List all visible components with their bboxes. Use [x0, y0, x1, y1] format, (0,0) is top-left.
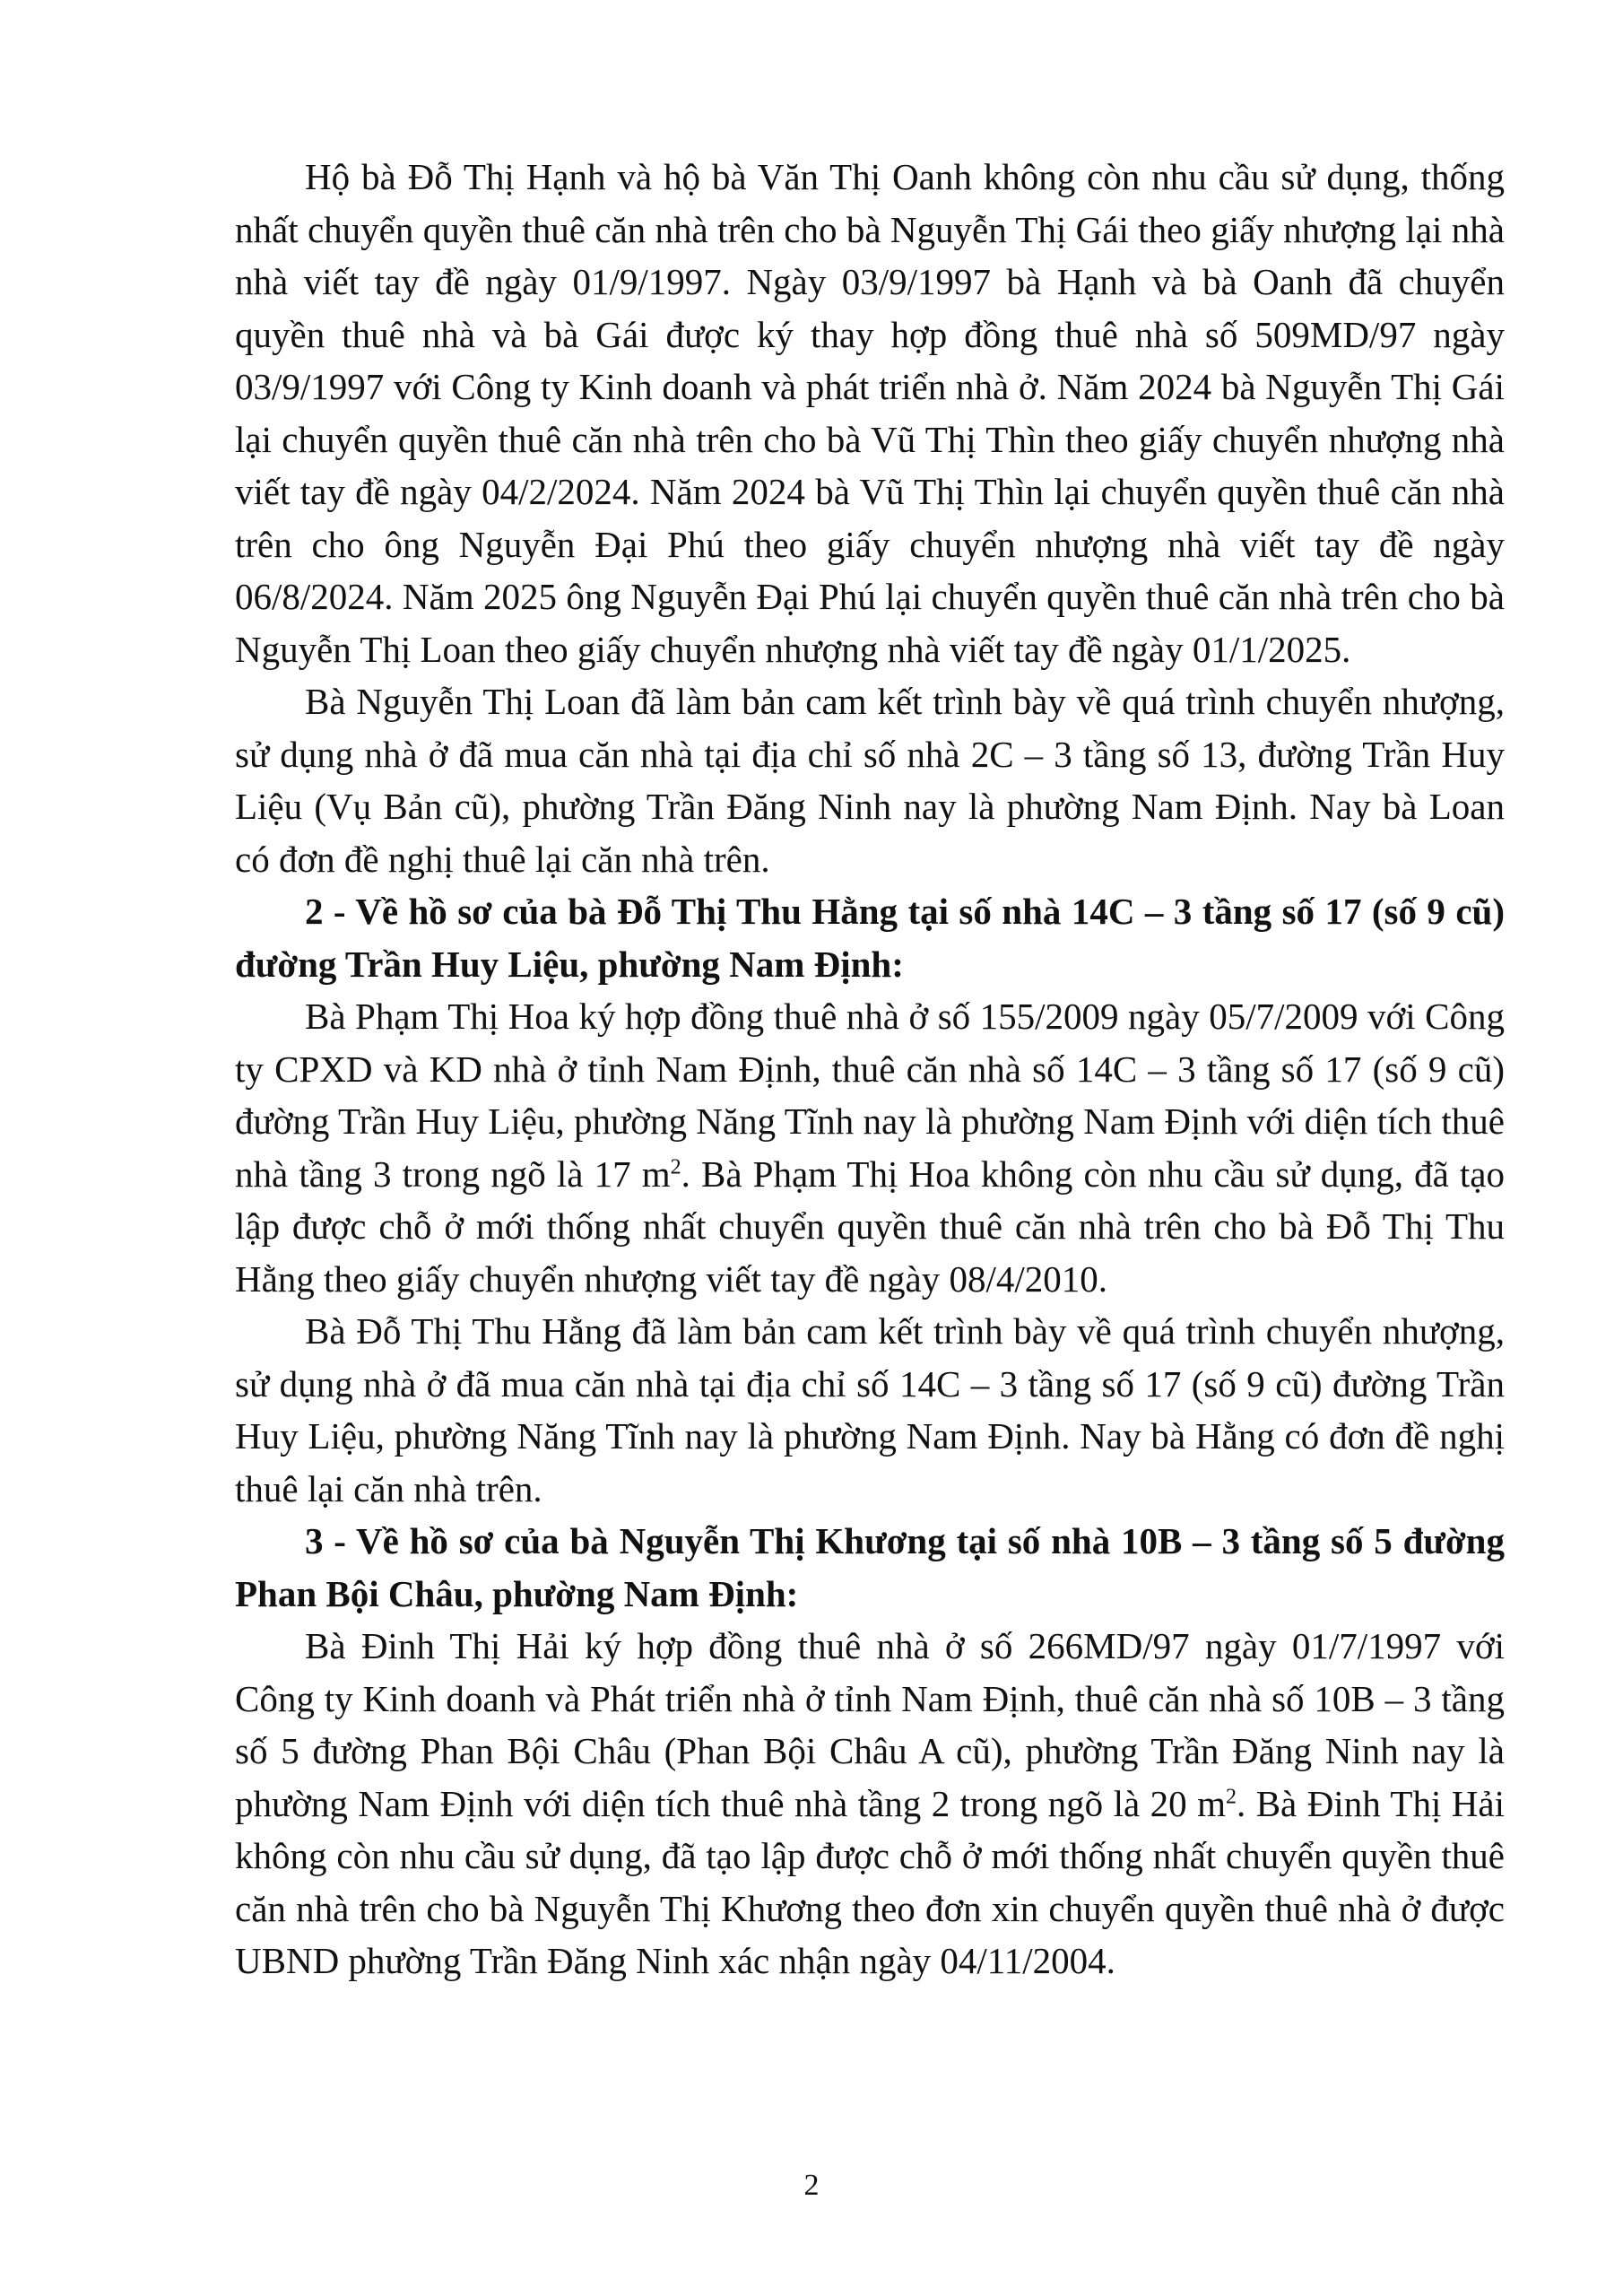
paragraph-text: Bà Đinh Thị Hải ký hợp đồng thuê nhà ở số 266MD/97 ngày 01/7/1997 với Công ty Kinh doanh và Phát triển nhà ở tỉnh Nam Định, thuê căn nhà số 10B – 3 tầng số 5 đường Phan Bội Châu (Phan Bội Châu A cũ), phường Trần Đăng Ninh nay là phường Nam Định với diện tích thuê nhà tầng 2 trong ngõ là 20 m [235, 1625, 1505, 1824]
paragraph-text: Bà Đỗ Thị Thu Hằng đã làm bản cam kết trình bày về quá trình chuyển nhượng, sử dụng nhà ở đã mua căn nhà tại địa chỉ số 14C – 3 tầng số 17 (số 9 cũ) đường Trần Huy Liệu, phường Năng Tĩnh nay là phường Nam Định. Nay bà Hằng có đơn đề nghị thuê lại căn nhà trên. [235, 1310, 1505, 1509]
section-heading-text: 2 - Về hồ sơ của bà Đỗ Thị Thu Hằng tại số nhà 14C – 3 tầng số 17 (số 9 cũ) đường Trần Huy Liệu, phường Nam Định: [235, 891, 1505, 985]
paragraph [235, 1620, 1505, 1987]
paragraph-text: Bà Phạm Thị Hoa ký hợp đồng thuê nhà ở số 155/2009 ngày 05/7/2009 với Công ty CPXD và KD nhà ở tỉnh Nam Định, thuê căn nhà số 14C – 3 tầng số 17 (số 9 cũ) đường Trần Huy Liệu, phường Năng Tĩnh nay là phường Nam Định với diện tích thuê nhà tầng 3 trong ngõ là 17 m [235, 996, 1505, 1195]
paragraph-text: Hộ bà Đỗ Thị Hạnh và hộ bà Văn Thị Oanh không còn nhu cầu sử dụng, thống nhất chuyển quyền thuê căn nhà trên cho bà Nguyễn Thị Gái theo giấy nhượng lại nhà nhà viết tay đề ngày 01/9/1997. Ngày 03/9/1997 bà Hạnh và bà Oanh đã chuyển quyền thuê nhà và bà Gái được ký thay hợp đồng thuê nhà số 509MD/97 ngày 03/9/1997 với Công ty Kinh doanh và phát triển nhà ở. Năm 2024 bà Nguyễn Thị Gái lại chuyển quyền thuê căn nhà trên cho bà Vũ Thị Thìn theo giấy chuyển nhượng nhà viết tay đề ngày 04/2/2024. Năm 2024 bà Vũ Thị Thìn lại chuyển quyền thuê căn nhà trên cho ông Nguyễn Đại Phú theo giấy chuyển nhượng nhà viết tay đề ngày 06/8/2024. Năm 2025 ông Nguyễn Đại Phú lại chuyển quyền thuê căn nhà trên cho bà Nguyễn Thị Loan theo giấy chuyển nhượng nhà viết tay đề ngày 01/1/2025. [235, 156, 1505, 670]
page-number: 2 [803, 2169, 820, 2202]
superscript: 2 [670, 1154, 681, 1178]
paragraph-text: Bà Nguyễn Thị Loan đã làm bản cam kết trình bày về quá trình chuyển nhượng, sử dụng nhà ở đã mua căn nhà tại địa chỉ số nhà 2C – 3 tầng số 13, đường Trần Huy Liệu (Vụ Bản cũ), phường Trần Đăng Ninh nay là phường Nam Định. Nay bà Loan có đơn đề nghị thuê lại căn nhà trên. [235, 681, 1505, 880]
paragraph-text-continued: . Bà Phạm Thị Hoa không còn nhu cầu sử dụng, đã tạo lập được chỗ ở mới thống nhất chuyển quyền thuê căn nhà trên cho bà Đỗ Thị Thu Hằng theo giấy chuyển nhượng viết tay đề ngày 08/4/2010. [235, 1152, 1506, 1300]
paragraph [235, 990, 1505, 1305]
section-heading [235, 885, 1505, 990]
paragraph-text-continued: . Bà Đinh Thị Hải không còn nhu cầu sử dụng, đã tạo lập được chỗ ở mới thống nhất chuyển quyền thuê căn nhà trên cho bà Nguyễn Thị Khương theo đơn xin chuyển quyền thuê nhà ở được UBND phường Trần Đăng Ninh xác nhận ngày 04/11/2004. [235, 1782, 1505, 1981]
paragraph [235, 151, 1505, 675]
paragraph [235, 675, 1505, 885]
document-body [235, 151, 1505, 1987]
section-heading-text: 3 - Về hồ sơ của bà Nguyễn Thị Khương tại số nhà 10B – 3 tầng số 5 đường Phan Bội Châu, phường Nam Định: [235, 1520, 1505, 1614]
superscript: 2 [1226, 1784, 1237, 1808]
section-heading [235, 1515, 1505, 1620]
paragraph [235, 1305, 1505, 1515]
